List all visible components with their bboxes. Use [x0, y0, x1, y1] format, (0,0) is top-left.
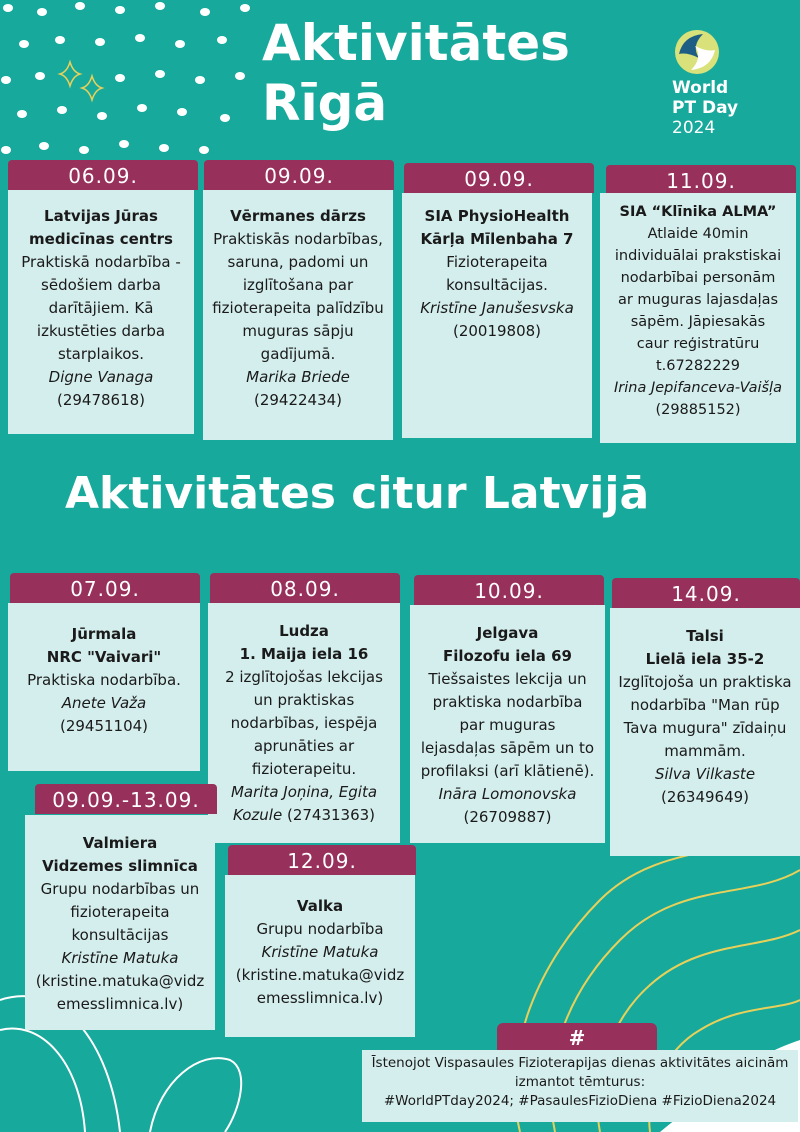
card-title: Latvijas Jūras [44, 207, 158, 225]
date-tag: 09.09. [204, 160, 394, 190]
contact-person: Ināra Lomonovska [438, 785, 577, 803]
card-title: medicīnas centrs [29, 230, 173, 248]
contact-person: Marita Joņina, Egita [230, 783, 378, 801]
date-tag: 14.09. [612, 578, 800, 608]
card-title: 1. Maija iela 16 [239, 645, 369, 663]
hashtag-note: Īstenojot Vispasaules Fizioterapijas dienas aktivitātes aicinām izmantot tēmturus: #WorldPTday2024; #PasaulesFizioDiena #FizioDiena2024 [362, 1050, 798, 1122]
activity-card: Jūrmala NRC "Vaivari" Praktiska nodarbība. Anete Važa (29451104) [8, 603, 200, 771]
contact-person: Irina Jepifanceva-Vaišļa [614, 380, 782, 396]
logo-line3: 2024 [672, 118, 716, 138]
card-title: SIA “Klīnika ALMA” [619, 204, 777, 220]
card-title: Valmiera [82, 834, 158, 852]
date-tag: 07.09. [10, 573, 200, 603]
contact-person: Digne Vanaga [48, 368, 154, 386]
phone-number: (20019808) [452, 322, 542, 340]
activity-card: Jelgava Filozofu iela 69 Tiešsaistes lekcija un praktiska nodarbība par muguras lejasdaļas sāpēm un to profilaksi (arī klātienē). Ināra Lomonovska (26709887) [410, 605, 605, 843]
card-title: Kārļa Mīlenbaha 7 [420, 230, 574, 248]
activity-card: Talsi Lielā iela 35-2 Izglītojoša un praktiska nodarbība "Man rūp Tava mugura" zīdaiņu mammām. Silva Vilkaste (26349649) [610, 608, 800, 856]
contact-person: Kristīne Matuka [61, 949, 179, 967]
email-contact: (kristine.matuka@vidz [235, 966, 405, 984]
activity-card: Valka Grupu nodarbība Kristīne Matuka (kristine.matuka@vidz emesslimnica.lv) [225, 875, 415, 1037]
phone-number: (29885152) [655, 402, 741, 418]
date-tag: 09.09. [404, 163, 594, 193]
card-title: Vidzemes slimnīca [42, 857, 198, 875]
contact-person: Kristīne Matuka [261, 943, 379, 961]
date-tag: 09.09.-13.09. [35, 784, 217, 814]
date-tag: 12.09. [228, 845, 416, 875]
logo-line1: World [672, 78, 729, 98]
world-pt-day-logo-icon [673, 28, 721, 76]
activity-card: Valmiera Vidzemes slimnīca Grupu nodarbības un fizioterapeita konsultācijas Kristīne Matuka (kristine.matuka@vidz emesslimnica.lv) [25, 815, 215, 1030]
activity-card: Vērmanes dārzs Praktiskās nodarbības, saruna, padomi un izglītošana par fizioterapeita palīdzību muguras sāpju gadījumā. Marika Briede (29422434) [203, 190, 393, 440]
dot-pattern [1, 2, 250, 154]
card-title: Jelgava [476, 624, 539, 642]
card-title: NRC "Vaivari" [46, 648, 162, 666]
card-title: Jūrmala [71, 625, 137, 643]
phone-number: (29451104) [59, 717, 149, 735]
activity-card: Ludza 1. Maija iela 16 2 izglītojošas lekcijas un praktiskas nodarbības, iespēja aprunāties ar fizioterapeitu. Marita Joņina, Egita Kozule (27431363) [208, 603, 400, 843]
contact-person: Kristīne Janušesvska [420, 299, 574, 317]
contact-person: Silva Vilkaste [654, 765, 756, 783]
activity-card: SIA PhysioHealth Kārļa Mīlenbaha 7 Fizioterapeita konsultācijas. Kristīne Janušesvska (20019808) [402, 193, 592, 438]
phone-number: (26349649) [660, 788, 750, 806]
page-title-line1: Aktivitātes [262, 14, 570, 72]
date-tag: 11.09. [606, 165, 796, 195]
contact-person: Marika Briede [246, 368, 350, 386]
date-tag: 08.09. [210, 573, 400, 603]
card-title: Talsi [686, 627, 724, 645]
card-title: Ludza [279, 622, 329, 640]
card-title: Valka [296, 897, 344, 915]
card-title: Vērmanes dārzs [230, 207, 366, 225]
phone-number: (29478618) [56, 391, 146, 409]
section-title: Aktivitātes citur Latvijā [65, 468, 650, 519]
phone-number: (26709887) [463, 808, 552, 826]
date-tag: 10.09. [414, 575, 604, 605]
card-title: Lielā iela 35-2 [645, 650, 765, 668]
card-title: Filozofu iela 69 [443, 647, 572, 665]
logo-line2: PT Day [672, 98, 739, 118]
activity-card: Latvijas Jūras medicīnas centrs Praktiskā nodarbība - sēdošiem darba darītājiem. Kā izkustēties darba starplaikos. Digne Vanaga (29478618) [8, 190, 194, 434]
card-title: SIA PhysioHealth [424, 207, 570, 225]
contact-person: Anete Važa [61, 694, 147, 712]
email-contact: (kristine.matuka@vidz [35, 972, 205, 990]
phone-number: (29422434) [253, 391, 343, 409]
date-tag: 06.09. [8, 160, 198, 190]
hashtag-icon: # [497, 1023, 657, 1055]
page-title-line2: Rīgā [262, 74, 388, 132]
sparkle-icon [60, 62, 102, 100]
phone-number: (27431363) [286, 806, 376, 824]
activity-card: SIA “Klīnika ALMA” Atlaide 40min individuālai prakstiskai nodarbībai personām ar muguras lajasdaļas sāpēm. Jāpiesakās caur reģistratūru t.67282229 Irina Jepifanceva-Vaišļa (29885152) [600, 193, 796, 443]
